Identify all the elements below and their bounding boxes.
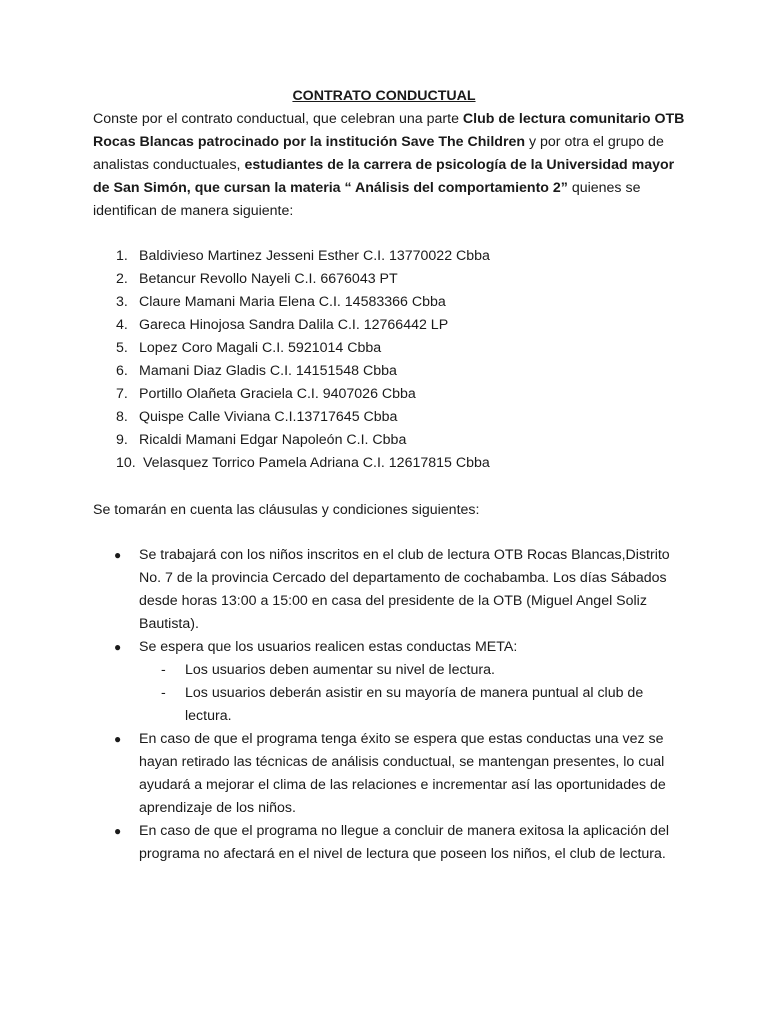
list-number: 6. xyxy=(116,363,128,379)
intro-bold-2: estudiantes de la carrera de psicología de la Universidad mayor de San Simón, que cursan la materia “ Análisis del comportamiento 2” xyxy=(93,157,675,196)
list-number: 8. xyxy=(116,409,128,425)
list-text: Ricaldi Mamani Edgar Napoleón C.I. Cbba xyxy=(139,432,407,448)
clause-item xyxy=(0,544,679,636)
clause-item xyxy=(0,728,679,820)
bullet-icon: ● xyxy=(114,824,122,838)
dash-icon: - xyxy=(161,685,166,701)
list-text: Mamani Diaz Gladis C.I. 14151548 Cbba xyxy=(139,363,397,379)
list-number: 7. xyxy=(116,386,128,402)
list-number: 10. xyxy=(116,455,136,471)
list-text: Portillo Olañeta Graciela C.I. 9407026 Cbba xyxy=(139,386,416,402)
dash-icon: - xyxy=(161,662,166,678)
document-title: CONTRATO CONDUCTUAL xyxy=(292,88,476,104)
intro-bold-1: Club de lectura comunitario OTB Rocas Blancas patrocinado por la institución Save The Children xyxy=(93,111,685,150)
clause-text: En caso de que el programa no llegue a concluir de manera exitosa la aplicación del programa no afectará en el nivel de lectura que poseen los niños, el club de lectura. xyxy=(139,823,669,862)
meta-sublist xyxy=(139,659,679,728)
sub-item xyxy=(139,682,665,728)
list-text: Velasquez Torrico Pamela Adriana C.I. 12617815 Cbba xyxy=(143,455,490,471)
list-text: Baldivieso Martinez Jesseni Esther C.I. 13770022 Cbba xyxy=(139,248,490,264)
intro-text-3: quienes se identifican de manera siguiente: xyxy=(93,180,641,219)
clause-text: Se trabajará con los niños inscritos en el club de lectura OTB Rocas Blancas,Distrito No. 7 de la provincia Cercado del departamento de cochabamba. Los días Sábados desde horas 13:00 a 15:00 en casa del presidente de la OTB (Miguel Angel Soliz Bautista). xyxy=(139,547,670,632)
list-text: Quispe Calle Viviana C.I.13717645 Cbba xyxy=(139,409,398,425)
list-number: 4. xyxy=(116,317,128,333)
list-text: Betancur Revollo Nayeli C.I. 6676043 PT xyxy=(139,271,398,287)
list-text: Gareca Hinojosa Sandra Dalila C.I. 12766442 LP xyxy=(139,317,449,333)
list-number: 2. xyxy=(116,271,128,287)
list-number: 5. xyxy=(116,340,128,356)
list-number: 3. xyxy=(116,294,128,310)
list-number: 1. xyxy=(116,248,128,264)
clause-item xyxy=(0,636,679,728)
clause-text: En caso de que el programa tenga éxito se espera que estas conductas una vez se hayan retirado las técnicas de análisis conductual, se mantengan presentes, lo cual ayudará a mejorar el clima de las relaciones e incrementar así las oportunidades de aprendizaje de los niños. xyxy=(139,731,666,816)
sub-item xyxy=(139,659,665,682)
list-text: Claure Mamani Maria Elena C.I. 14583366 Cbba xyxy=(139,294,446,310)
bullet-icon: ● xyxy=(114,548,122,562)
intro-text-1: Conste por el contrato conductual, que celebran una parte xyxy=(93,111,463,127)
sub-item-text: Los usuarios deben aumentar su nivel de lectura. xyxy=(185,662,495,678)
list-text: Lopez Coro Magali C.I. 5921014 Cbba xyxy=(139,340,382,356)
list-number: 9. xyxy=(116,432,128,448)
sub-item-text: Los usuarios deberán asistir en su mayoría de manera puntual al club de lectura. xyxy=(185,685,644,724)
intro-paragraph xyxy=(93,108,693,223)
clause-item xyxy=(0,820,679,866)
clauses-list xyxy=(0,544,768,866)
clauses-intro: Se tomarán en cuenta las cláusulas y condiciones siguientes: xyxy=(93,502,480,518)
bullet-icon: ● xyxy=(114,732,122,746)
clause-text: Se espera que los usuarios realicen estas conductas META: xyxy=(139,639,518,655)
intro-text-2: y por otra el grupo de analistas conductuales, xyxy=(93,134,664,173)
bullet-icon: ● xyxy=(114,640,122,654)
